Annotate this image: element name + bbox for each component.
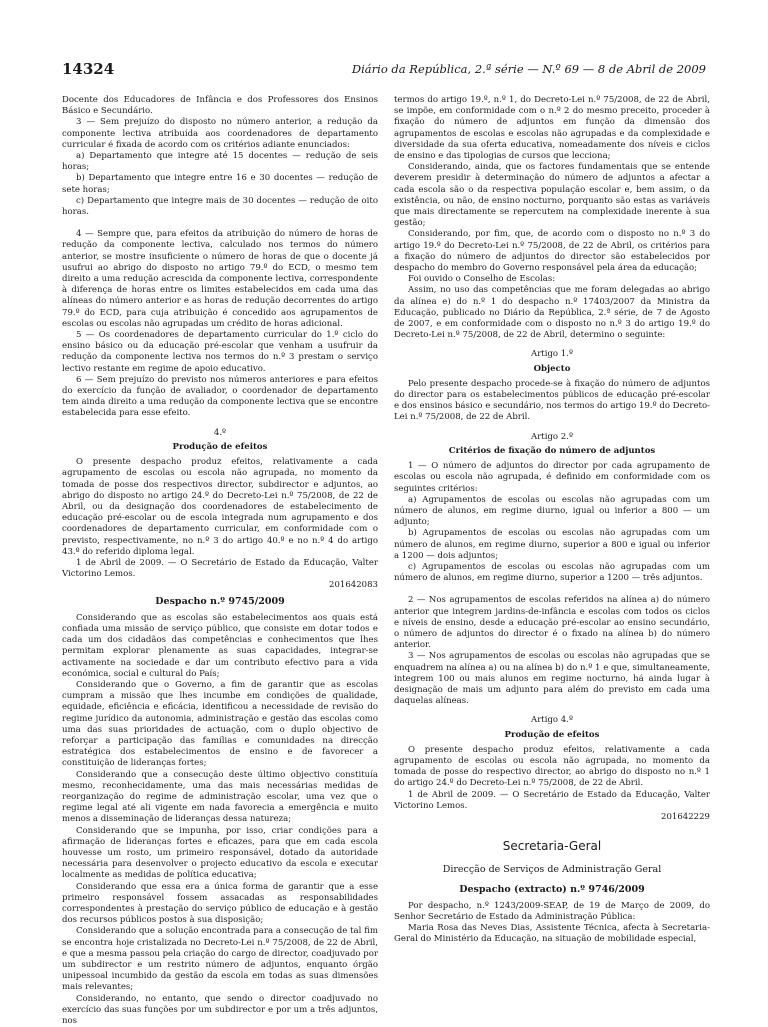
paragraph: Foi ouvido o Conselho de Escolas: [408, 274, 556, 285]
paragraph: termos do artigo 19.º, n.º 1, do Decreto-Lei n.º 75/2008, de 22 de Abril, se impõe, em conformidade com o n.º 2 do mesmo preceito, proceder à fixação do número de adjuntos em função da dimensão dos agrupamentos de escolas e escolas não agrupadas e da complexidade e diversidade da sua oferta educativa, nomeadamente dos níveis e ciclos de ensino e das tipologias de cursos que lecciona; [394, 95, 710, 162]
article-title: Critérios de fixação do número de adjuntos [448, 445, 656, 456]
article-title: Produção de efeitos [172, 441, 268, 452]
reference-number: 201642229 [661, 811, 710, 822]
paragraph: 3 — Nos agrupamentos de escolas ou escolas não agrupadas que se enquadrem na alínea a) ou na alínea b) do n.º 1 e que, simultaneamente, integrem 100 ou mais alunos em regime nocturno, há ainda lugar à designação de mais um adjunto para além do previsto em cada uma daquelas alíneas. [394, 651, 710, 707]
paragraph: Considerando, por fim, que, de acordo com o disposto no n.º 3 do artigo 19.º do Decreto-Lei n.º 75/2008, de 22 de Abril, os critérios para a fixação do número de adjuntos do director são estabelecidos por despacho do membro do Governo responsável pela área da educação; [394, 229, 710, 274]
article-number: Artigo 4.º [531, 715, 573, 726]
paragraph: Considerando, no entanto, que sendo o director coadjuvado no exercício das suas funções por um subdirector e por um a três adjuntos, nos [62, 993, 378, 1027]
paragraph: O presente despacho produz efeitos, relativamente a cada agrupamento de escolas ou escola não agrupada, no momento da tomada de posse dos respectivos director, subdirector e adjuntos, ao abrigo do disposto no artigo 24.º do Decreto-Lei n.º 75/2008, de 22 de Abril, ou da designação dos coordenadores de estabelecimento de educação pré-escolar ou de escola integrada num agrupamento e dos coordenadores de departamento curricular, em conformidade com o previsto, respectivamente, no n.º 3 do artigo 40.º e no n.º 4 do artigo 43.º do referido diploma legal. [62, 457, 378, 557]
list-item: b) Agrupamentos de escolas ou escolas não agrupadas com um número de alunos, em regime diurno, superior a 800 e igual ou inferior a 1200 — dois adjuntos; [394, 528, 710, 561]
article-title: Objecto [533, 363, 571, 374]
paragraph: Considerando que as escolas são estabelecimentos aos quais está confiada uma missão de serviço público, que consiste em dotar todos e cada um dos cidadãos das competências e conhecimentos que lhes permitam explorar plenamente as suas capacidades, integrar-se activamente na sociedade e dar um contributo efectivo para a vida económica, social e cultural do País; [62, 612, 378, 679]
paragraph: Considerando que a consecução deste último objectivo constituía mesmo, reconhecidamente, uma das mais necessárias medidas de reorganização do regime de administração escolar, uma vez que o regime legal até ali vigente em nada favorecia a emergência e muito menos a disseminação de lideranças dessa natureza; [62, 769, 378, 825]
article-number: Artigo 1.º [531, 349, 573, 360]
signature-line: 1 de Abril de 2009. — O Secretário de Estado da Educação, Valter Victorino Lemos. [394, 789, 710, 811]
right-column [394, 95, 710, 946]
despacho-title: Despacho (extracto) n.º 9746/2009 [459, 883, 645, 895]
paragraph: 6 — Sem prejuízo do previsto nos números anteriores e para efeitos do exercício da função de avaliador, o coordenador de departamento tem ainda direito a uma redução da componente lectiva que se encontre estabelecida para esse efeito. [62, 374, 378, 419]
paragraph: Docente dos Educadores de Infância e dos Professores dos Ensinos Básico e Secundário. [62, 95, 378, 117]
paragraph: Pelo presente despacho procede-se à fixação do número de adjuntos do director para os estabelecimentos públicos de educação pré-escolar e dos ensinos básico e secundário, nos termos do artigo 19.º do Decreto-Lei n.º 75/2008, de 22 de Abril. [394, 378, 710, 423]
list-item: a) Departamento que integre até 15 docentes — redução de seis horas; [62, 151, 378, 173]
page-number: 14324 [62, 60, 115, 78]
reference-number: 201642083 [329, 580, 378, 591]
paragraph: O presente despacho produz efeitos, relativamente a cada agrupamento de escolas ou escola não agrupada, no momento da tomada de posse do respectivo director, ao abrigo do disposto no n.º 1 do artigo 24.º do Decreto-Lei n.º 75/2008, de 22 de Abril. [394, 744, 710, 789]
list-item: c) Agrupamentos de escolas ou escolas não agrupadas com um número de alunos, em regime diurno, superior a 1200 — três adjuntos. [394, 561, 710, 584]
paragraph: Considerando que essa era a única forma de garantir que a esse primeiro responsável fossem assacadas as responsabilidades correspondentes à prestação do serviço público de educação e à gestão dos recursos públicos postos à sua disposição; [62, 881, 378, 926]
left-column [62, 95, 378, 1027]
paragraph: Considerando que a solução encontrada para a consecução de tal fim se encontra hoje cristalizada no Decreto-Lei n.º 75/2008, de 22 de Abril, e que a mesma passou pela criação do cargo de director, coadjuvado por um subdirector e um restrito número de adjuntos, enquanto órgão unipessoal incumbido da gestão da escola em todas as suas dimensões mais relevantes; [62, 926, 378, 993]
directorate-heading: Direcção de Serviços de Administração Geral [442, 864, 662, 876]
paragraph: Maria Rosa das Neves Dias, Assistente Técnica, afecta à Secretaria-Geral do Ministério da Educação, na situação de mobilidade especial, [394, 923, 710, 945]
paragraph: 2 — Nos agrupamentos de escolas referidos na alínea a) do número anterior que integrem jardins-de-infância e escolas com todos os ciclos e níveis de ensino, desde a educação pré-escolar ao ensino secundário, o número de adjuntos do director é o fixado na alínea b) do número anterior. [394, 595, 710, 651]
list-item: b) Departamento que integre entre 16 e 30 docentes — redução de sete horas; [62, 173, 378, 195]
paragraph: Considerando, ainda, que os factores fundamentais que se entende deverem presidir à determinação do número de adjuntos a afectar a cada escola são o da respectiva população escolar e, bem assim, o da existência, ou não, de ensino nocturno, porquanto são estas as variáveis que mais directamente se repercutem na complexidade inerente à sua gestão; [394, 162, 710, 229]
article-title: Produção de efeitos [504, 729, 600, 740]
paragraph: Considerando que o Governo, a fim de garantir que as escolas cumpram a missão que lhes incumbe em condições de qualidade, equidade, eficiência e eficácia, identificou a necessidade de revisão do regime jurídico da autonomia, administração e gestão das escolas como uma das suas prioridades de actuação, com o duplo objectivo de reforçar a participação das famílias e comunidades na direcção estratégica dos estabelecimentos de ensino e de favorecer a constituição de lideranças fortes; [62, 679, 378, 769]
despacho-title: Despacho n.º 9745/2009 [155, 595, 285, 607]
paragraph: 4 — Sempre que, para efeitos da atribuição do número de horas de redução da componente lectiva, calculado nos termos do número anterior, se mostre insuficiente o número de horas de que o docente já usufrui ao abrigo do disposto no artigo 79.º do ECD, o mesmo tem direito a uma redução acrescida da componente lectiva, correspondente à diferença de horas entre os limites estabelecidos em cada uma das alíneas do número anterior e as horas de redução decorrentes do artigo 79.º do ECD, para cuja atribuição é concedido aos agrupamentos de escolas ou escolas não agrupadas um crédito de horas adicional. [62, 229, 378, 329]
section-heading: Secretaria-Geral [502, 839, 602, 854]
paragraph: Assim, no uso das competências que me foram delegadas ao abrigo da alínea e) do n.º 1 do despacho n.º 17403/2007 da Ministra da Educação, publicado no Diário da República, 2.ª série, de 7 de Agosto de 2007, e em conformidade com o disposto no n.º 3 do artigo 19.º do Decreto-Lei n.º 75/2008, de 22 de Abril, determino o seguinte: [394, 285, 710, 341]
article-number: Artigo 2.º [531, 431, 573, 442]
paragraph: Por despacho, n.º 1243/2009-SEAP, de 19 de Março de 2009, do Senhor Secretário de Estado da Administração Pública: [394, 900, 710, 922]
journal-header: Diário da República, 2.ª série — N.º 69 — 8 de Abril de 2009 [351, 62, 706, 76]
paragraph: 5 — Os coordenadores de departamento curricular do 1.º ciclo do ensino básico ou da educação pré-escolar que venham a usufruir da redução da componente lectiva nos termos do n.º 3 prestam o serviço lectivo restante em regime de apoio educativo. [62, 330, 378, 374]
paragraph: 3 — Sem prejuízo do disposto no número anterior, a redução da componente lectiva atribuída aos coordenadores de departamento curricular é fixada de acordo com os critérios adiante enunciados: [62, 117, 378, 150]
signature-line: 1 de Abril de 2009. — O Secretário de Estado da Educação, Valter Victorino Lemos. [62, 557, 378, 580]
paragraph: 1 — O número de adjuntos do director por cada agrupamento de escolas ou escola não agrupada, é definido em conformidade com os seguintes critérios: [394, 461, 710, 494]
list-item: a) Agrupamentos de escolas ou escolas não agrupadas com um número de alunos, em regime diurno, igual ou inferior a 800 — um adjunto; [394, 494, 710, 528]
list-item: c) Departamento que integre mais de 30 docentes — redução de oito horas. [62, 195, 378, 218]
article-number: 4.º [213, 427, 227, 438]
paragraph: Considerando que se impunha, por isso, criar condições para a afirmação de lideranças fortes e eficazes, para que em cada escola houvesse um rosto, um primeiro responsável, dotado da autoridade necessária para desenvolver o projecto educativo da escola e executar localmente as medidas de política educativa; [62, 825, 378, 881]
